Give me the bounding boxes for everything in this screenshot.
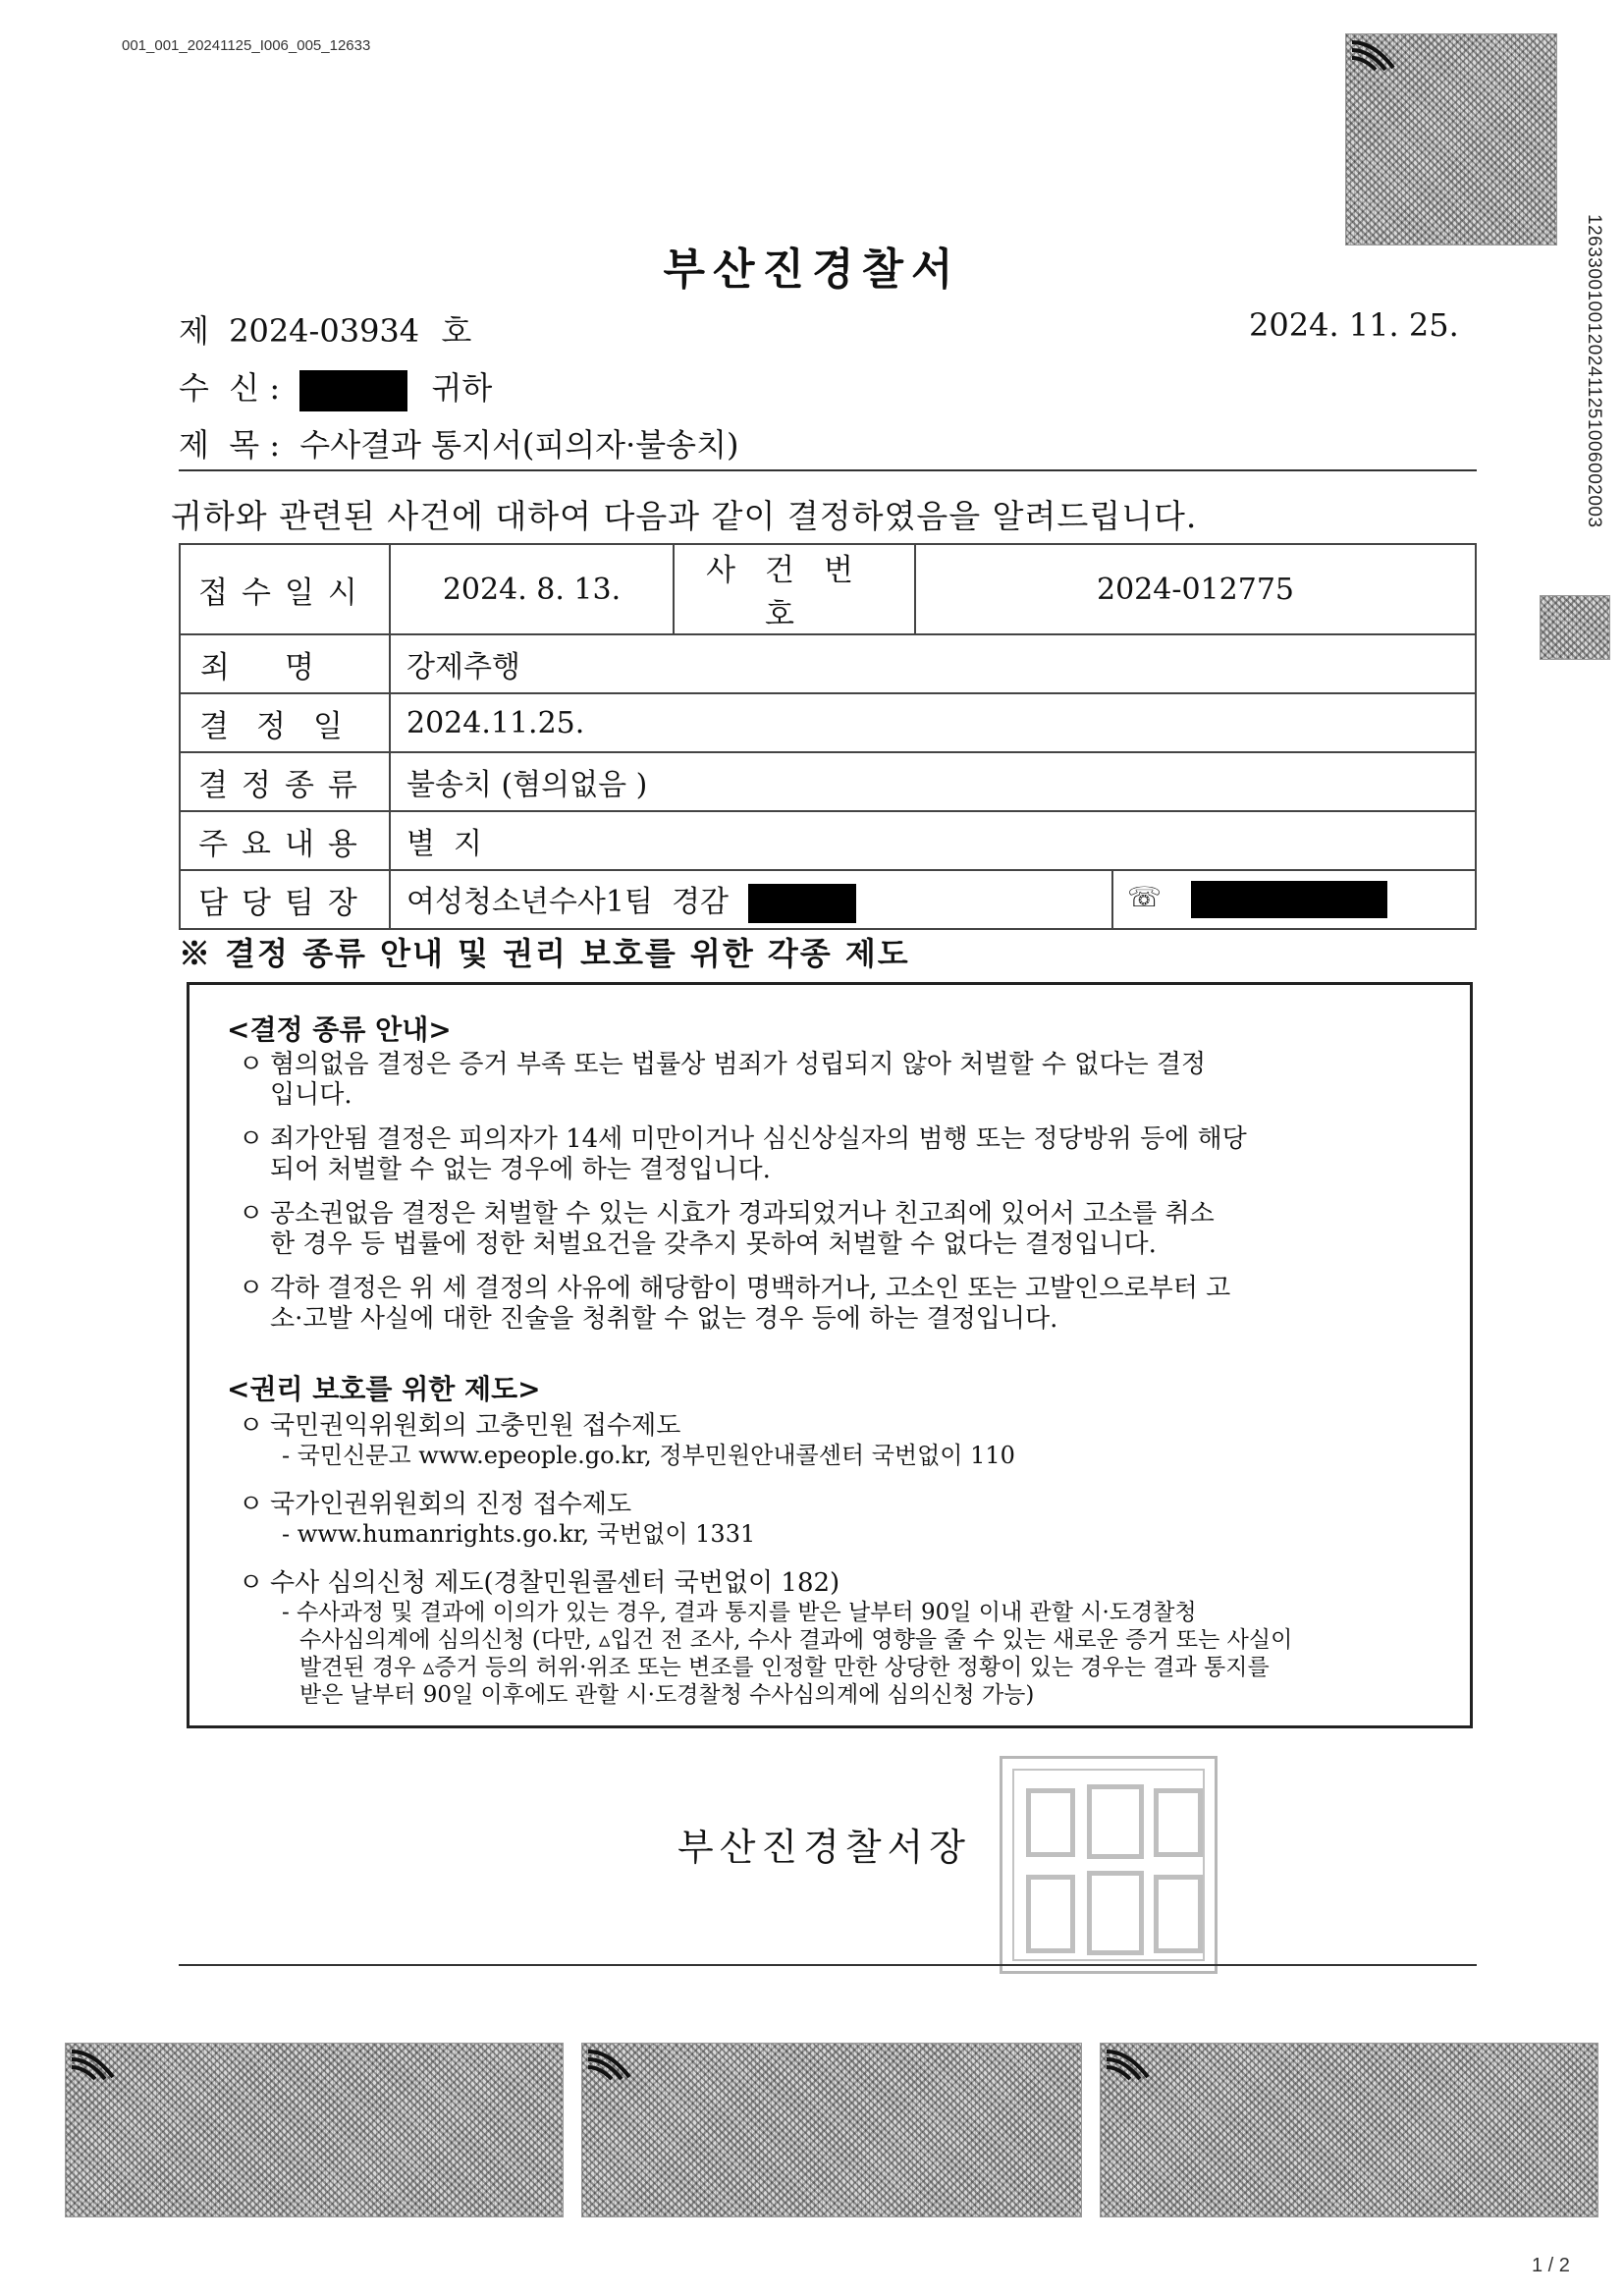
list-item-text: 입니다.: [270, 1080, 352, 1110]
table-row: [180, 693, 1476, 752]
pattern-corner-mark: [586, 2048, 631, 2081]
notice-heading: ※ 결정 종류 안내 및 권리 보호를 위한 각종 제도: [179, 935, 910, 972]
received-value: 2024. 8. 13.: [390, 544, 674, 634]
subject-line: [179, 420, 738, 465]
list-bullet: ㅇ: [239, 1124, 264, 1154]
security-pattern-bottom-3: [1100, 2043, 1598, 2217]
security-pattern-bottom-1: [65, 2043, 564, 2217]
list-item-subtext: - 국민신문고 www.epeople.go.kr, 정부민원안내콜센터 국번없이 110: [282, 1442, 1015, 1469]
recipient-redaction: [299, 370, 407, 411]
received-label: 접수일시: [180, 544, 390, 634]
case-info-table: [179, 543, 1477, 930]
case-number-value: 2024-012775: [915, 544, 1476, 634]
officer-name-redaction: [748, 884, 856, 923]
officer-value: 여성청소년수사1팀 경감: [406, 884, 729, 919]
list-item-subtext: 받은 날부터 90일 이후에도 관할 시·도경찰청 수사심의계에 심의신청 가능): [299, 1682, 1035, 1708]
table-row: [180, 811, 1476, 870]
list-bullet: ㅇ: [239, 1199, 264, 1229]
phone-redaction: [1191, 881, 1387, 918]
officer-label: 담당팀장: [180, 870, 390, 929]
pattern-corner-mark: [1105, 2048, 1150, 2081]
subject-label: 제 목 :: [179, 426, 281, 464]
pattern-corner-mark: [1350, 38, 1395, 72]
recipient-line: [179, 363, 492, 411]
document-number-line: [179, 306, 471, 352]
list-item-subtext: - www.humanrights.go.kr, 국번없이 1331: [282, 1520, 756, 1548]
phone-icon: ☏: [1127, 881, 1163, 913]
list-item: [239, 1568, 1466, 1709]
main-content-value: 별 지: [390, 811, 1476, 870]
list-item-text: 공소권없음 결정은 처벌할 수 있는 시효가 경과되었거나 친고죄에 있어서 고소를 취소: [270, 1199, 1215, 1229]
page-title: 부산진경찰서: [663, 245, 961, 295]
list-item-text: 한 경우 등 법률에 정한 처벌요건을 갖추지 못하여 처벌할 수 없다는 결정입니다.: [270, 1230, 1157, 1259]
list-bullet: ㅇ: [239, 1050, 264, 1079]
list-item: [239, 1274, 1456, 1335]
table-row: [180, 752, 1476, 811]
decision-type-value: 불송치 (혐의없음 ): [390, 752, 1476, 811]
recipient-label: 수 신 :: [179, 369, 281, 407]
list-item-text: 되어 처벌할 수 없는 경우에 하는 결정입니다.: [270, 1155, 771, 1184]
subject-text: 수사결과 통지서(피의자·불송치): [299, 426, 739, 464]
list-item-text: 혐의없음 결정은 증거 부족 또는 법률상 범죄가 성립되지 않아 처벌할 수 없다는 결정: [270, 1050, 1207, 1079]
document-number: 2024-03934: [229, 312, 420, 350]
table-row: [180, 544, 1476, 634]
main-content-label: 주요내용: [180, 811, 390, 870]
number-label: 제: [179, 312, 209, 350]
section-heading-decision-types: <결정 종류 안내>: [227, 1013, 452, 1046]
list-item: [239, 1490, 1456, 1548]
footer-divider: [179, 1964, 1477, 1966]
decision-type-label: 결정종류: [180, 752, 390, 811]
list-item-subtext: - 수사과정 및 결과에 이의가 있는 경우, 결과 통지를 받은 날부터 90일 이내 관할 시·도경찰청: [282, 1600, 1197, 1625]
header-divider: [179, 469, 1477, 471]
recipient-suffix: 귀하: [431, 369, 493, 407]
decision-date-value: 2024.11.25.: [390, 693, 1476, 752]
list-bullet: ㅇ: [239, 1490, 264, 1519]
list-bullet: ㅇ: [239, 1411, 264, 1441]
official-seal: [1000, 1756, 1218, 1974]
table-row: [180, 634, 1476, 693]
section-heading-rights: <권리 보호를 위한 제도>: [227, 1373, 541, 1405]
pattern-corner-mark: [70, 2048, 115, 2081]
charge-value: 강제추행: [390, 634, 1476, 693]
list-item-text: 죄가안됨 결정은 피의자가 14세 미만이거나 심신상실자의 범행 또는 정당방위 등에 해당: [270, 1124, 1247, 1154]
list-bullet: ㅇ: [239, 1568, 264, 1598]
number-suffix: 호: [441, 312, 472, 350]
list-item-text: 각하 결정은 위 세 결정의 사유에 해당함이 명백하거나, 고소인 또는 고발인으로부터 고: [270, 1274, 1231, 1303]
document-code: 001_001_20241125_I006_005_12633: [122, 37, 371, 54]
intro-text: 귀하와 관련된 사건에 대하여 다음과 같이 결정하였음을 알려드립니다.: [171, 497, 1198, 535]
list-item-text: 국민권익위원회의 고충민원 접수제도: [270, 1411, 681, 1441]
officer-cell: [390, 870, 1476, 929]
decision-date-label: 결정일: [180, 693, 390, 752]
list-item-subtext: 발견된 경우 ▵증거 등의 허위·위조 또는 변조를 인정할 만한 상당한 정황이 있는 경우는 결과 통지를: [299, 1655, 1270, 1680]
list-item: [239, 1050, 1456, 1111]
issue-date: 2024. 11. 25.: [1249, 306, 1459, 344]
list-item-text: 국가인권위원회의 진정 접수제도: [270, 1490, 632, 1519]
phone-divider: [1111, 871, 1113, 928]
issuer-signature: 부산진경찰서장: [677, 1826, 971, 1869]
page-number: 1 / 2: [1532, 2255, 1570, 2276]
list-item: [239, 1411, 1456, 1469]
security-pattern-top: [1345, 33, 1557, 246]
qr-code: [1540, 595, 1610, 660]
table-row: [180, 870, 1476, 929]
list-item-subtext: 수사심의계에 심의신청 (다만, ▵입건 전 조사, 수사 결과에 영향을 줄 수 있는 새로운 증거 또는 사실이: [299, 1627, 1293, 1653]
charge-label: 죄명: [180, 634, 390, 693]
list-item: [239, 1199, 1456, 1260]
case-number-label: 사건번호: [674, 544, 915, 634]
vertical-document-code: 12633001001202411251006002003: [1584, 214, 1604, 528]
security-pattern-bottom-2: [581, 2043, 1082, 2217]
guide-box: [187, 982, 1473, 1728]
list-item-text: 수사 심의신청 제도(경찰민원콜센터 국번없이 182): [270, 1568, 840, 1598]
list-bullet: ㅇ: [239, 1274, 264, 1303]
list-item-text: 소·고발 사실에 대한 진술을 청취할 수 없는 경우 등에 하는 결정입니다.: [270, 1304, 1058, 1334]
list-item: [239, 1124, 1456, 1185]
